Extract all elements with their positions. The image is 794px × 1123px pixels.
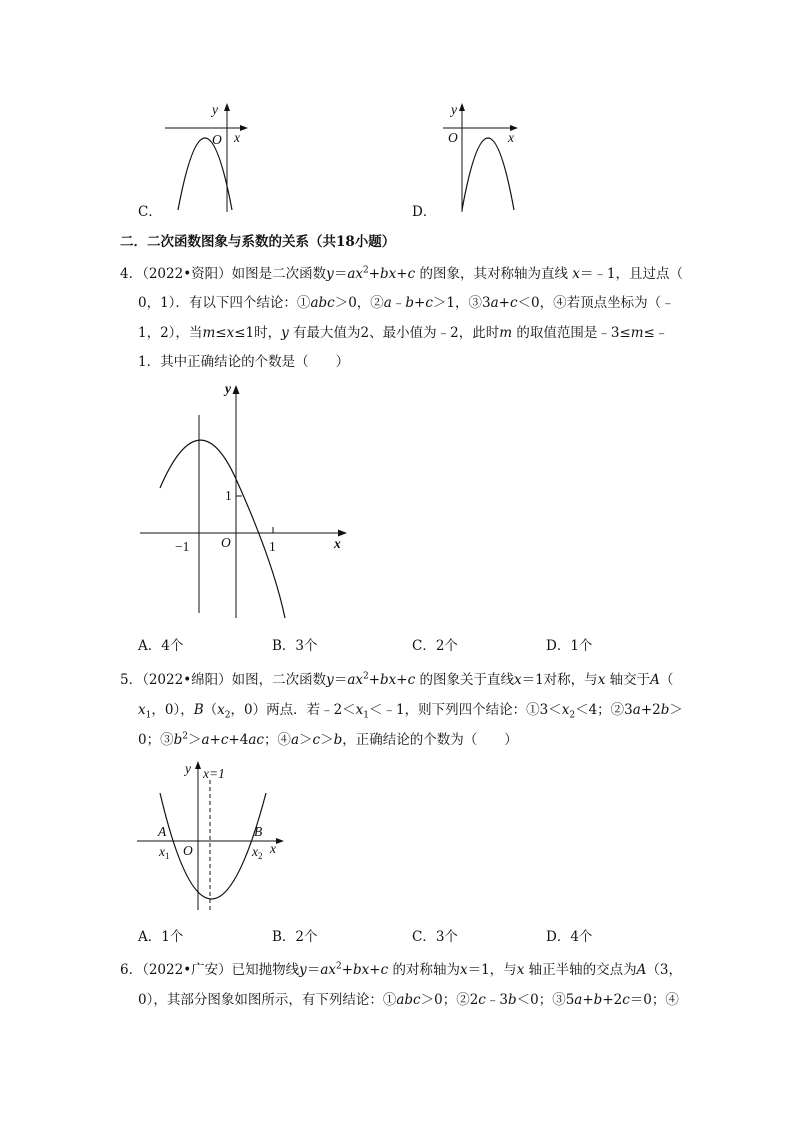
graph-c-y-label: y <box>212 102 218 117</box>
graph-option-d <box>440 100 525 215</box>
q4-option-c[interactable]: C．2个 <box>412 638 458 654</box>
q4-graph-neg-one-label: −1 <box>175 539 190 554</box>
q5-graph-axis-label: x=1 <box>203 766 225 781</box>
q4-line-2: 0，1）．有以下四个结论：①abc＞0，②a﹣b+c＞1，③3a+c＜0，④若顶点坐标为（﹣ <box>138 295 675 311</box>
section-title: 二．二次函数图象与系数的关系（共18小题） <box>120 234 396 250</box>
q5-graph-point-a: A <box>158 824 167 839</box>
q4-graph-x-label: x <box>334 536 341 551</box>
q4-option-b[interactable]: B．3个 <box>272 638 318 654</box>
q5-option-c[interactable]: C．3个 <box>412 929 458 945</box>
q5-line-3: 0；$③b^2>a+c+4ac$；④a＞c＞b，正确结论的个数为（ ） <box>138 731 518 748</box>
q5-graph-x-label: x <box>270 841 276 856</box>
q4-option-a[interactable]: A．4个 <box>138 638 184 654</box>
q5-graph <box>132 755 287 915</box>
q5-option-b[interactable]: B．2个 <box>272 929 318 945</box>
q4-line-3: 1，2），当m≤x≤1时，y 有最大值为2、最小值为﹣2，此时m 的取值范围是﹣3≤m≤﹣ <box>138 325 669 341</box>
q4-graph-y-one-label: 1 <box>225 488 232 503</box>
q5-graph-x1-label: $x_1$ <box>159 844 170 861</box>
graph-option-c <box>160 100 250 215</box>
graph-d-origin-label: O <box>448 130 458 145</box>
q4-graph-y-label: y <box>225 381 231 396</box>
q6-line-1: 6．（2022•广安）已知抛物线$y=ax^2+bx+c$ 的对称轴为x＝1，与x 轴正半轴的交点为A（3， <box>120 961 682 978</box>
q4-line-1: 4．（2022•资阳）如图是二次函数$y=ax^2+bx+c$ 的图象，其对称轴为直线 x＝﹣1，且过点（ <box>120 265 683 282</box>
graph-d-y-label: y <box>451 102 457 117</box>
option-d-label: D． <box>412 204 437 220</box>
q5-option-a[interactable]: A．1个 <box>138 929 184 945</box>
q4-option-d[interactable]: D．1个 <box>546 638 593 654</box>
graph-c-x-label: x <box>234 130 240 145</box>
q5-line-1: 5．（2022•绵阳）如图，二次函数$y=ax^2+bx+c$ 的图象关于直线x＝1对称，与x 轴交于A（ <box>120 671 674 688</box>
q4-graph-x-one-label: 1 <box>269 539 276 554</box>
q4-graph-origin-label: O <box>221 535 231 550</box>
q4-graph <box>135 375 355 625</box>
option-c-label: C． <box>138 204 162 220</box>
q5-option-d[interactable]: D．4个 <box>546 929 593 945</box>
q6-line-2: 0），其部分图象如图所示，有下列结论：①abc＞0；②2c﹣3b＜0；③5a+b+2c＝0；④ <box>138 992 679 1008</box>
q5-graph-origin-label: O <box>183 843 193 858</box>
q4-line-4: 1．其中正确结论的个数是（ ） <box>138 354 350 370</box>
graph-c-origin-label: O <box>212 132 222 147</box>
q5-line-2: $x_1$，0），$B(x_2$，0）两点．若$﹣2<x_1<﹣1$，则下列四个结论：$①3<x_2<4$；②3a+2b＞ <box>138 702 683 721</box>
q5-graph-point-b: B <box>254 824 263 839</box>
q5-graph-y-label: y <box>185 761 191 776</box>
graph-d-x-label: x <box>508 130 514 145</box>
q5-graph-x2-label: $x_2$ <box>252 844 263 861</box>
